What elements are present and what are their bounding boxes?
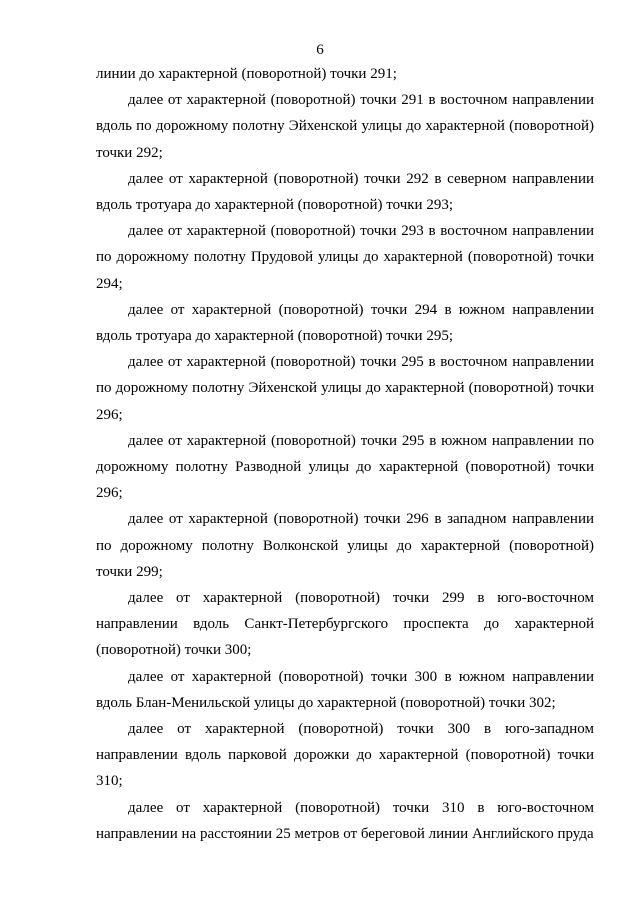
paragraph: далее от характерной (поворотной) точки 295 в восточном направлении по дорожному полотну Эйхенской улицы до характерной (поворотной) точки 296; xyxy=(96,354,594,423)
paragraph: далее от характерной (поворотной) точки 295 в южном направлении по дорожному полотну Разводной улицы до характерной (поворотной) точки 296; xyxy=(96,432,594,502)
paragraph: далее от характерной (поворотной) точки 299 в юго-восточном направлении вдоль Санкт-Петербургского проспекта до характерной (поворотной) точки 300; xyxy=(96,590,594,659)
paragraph: далее от характерной (поворотной) точки 293 в восточном направлении по дорожному полотну Прудовой улицы до характерной (поворотной) точки 294; xyxy=(96,223,594,292)
paragraph: далее от характерной (поворотной) точки 294 в южном направлении вдоль тротуара до характерной (поворотной) точки 295; xyxy=(96,301,594,345)
paragraph: далее от характерной (поворотной) точки 296 в западном направлении по дорожному полотну Волконской улицы до характерной (поворотной) точки 299; xyxy=(96,511,594,580)
paragraph: далее от характерной (поворотной) точки 292 в северном направлении вдоль тротуара до характерной (поворотной) точки 293; xyxy=(96,170,594,214)
paragraph: далее от характерной (поворотной) точки 310 в юго-восточном направлении на расстоянии 25 метров от береговой линии Английского пруда xyxy=(96,799,594,842)
page-number: 6 xyxy=(316,42,324,58)
body-text xyxy=(96,61,594,847)
paragraph: линии до характерной (поворотной) точки 291; xyxy=(96,66,397,82)
paragraph: далее от характерной (поворотной) точки 291 в восточном направлении вдоль по дорожному полотну Эйхенской улицы до характерной (поворотной) точки 292; xyxy=(96,92,594,161)
paragraph: далее от характерной (поворотной) точки 300 в юго-западном направлении вдоль парковой дорожки до характерной (поворотной) точки 310; xyxy=(96,721,594,790)
paragraph: далее от характерной (поворотной) точки 300 в южном направлении вдоль Блан-Менильской улицы до характерной (поворотной) точки 302; xyxy=(96,668,594,711)
